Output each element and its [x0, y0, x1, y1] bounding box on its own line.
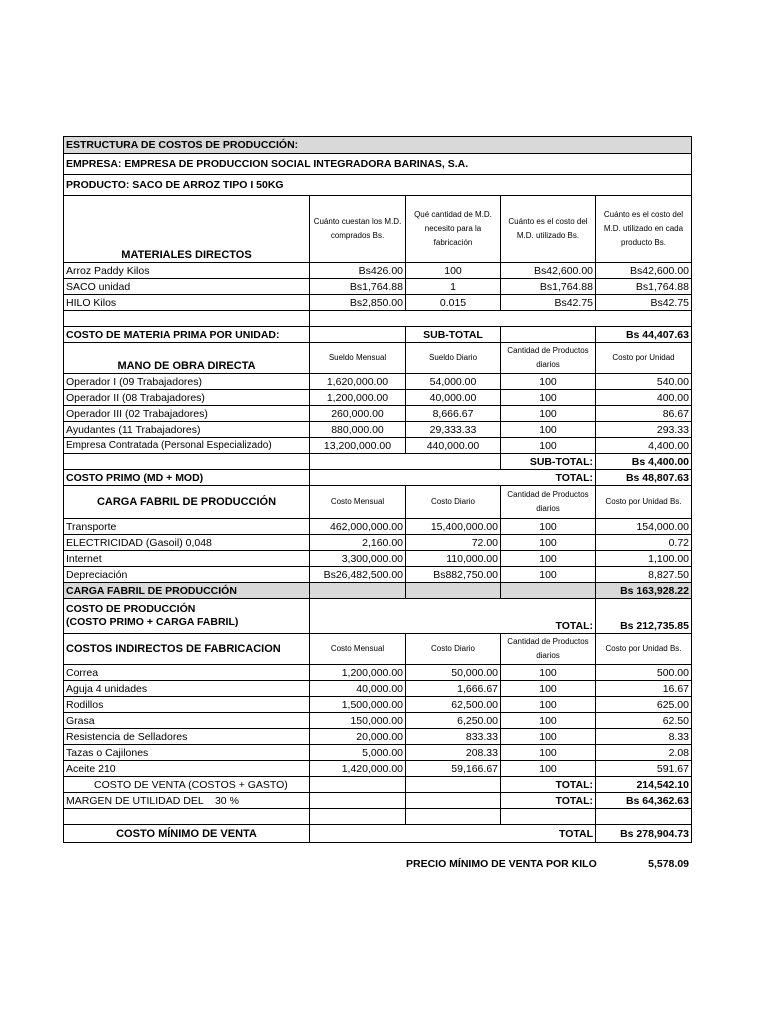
costo-venta-total-label: TOTAL:	[501, 777, 596, 793]
table-row: HILO Kilos Bs2,850.00 0.015 Bs42.75 Bs42.75	[64, 295, 692, 311]
carga-fabril-total-value: Bs 163,928.22	[596, 583, 692, 599]
costo-primo-total-label: TOTAL:	[310, 470, 596, 486]
table-row: Operador I (09 Trabajadores) 1,620,000.00 54,000.00 100 540.00	[64, 374, 692, 390]
mano-obra-title: MANO DE OBRA DIRECTA	[64, 343, 310, 374]
md-col-costo: Cuánto es el costo del M.D. utilizado Bs.	[501, 196, 596, 263]
cf-col-cantidad: Cantidad de Productos diarios	[501, 486, 596, 519]
costo-produccion-label	[64, 599, 310, 634]
table-row: Resistencia de Selladores 20,000.00 833.33 100 8.33	[64, 729, 692, 745]
table-row: Aguja 4 unidades 40,000.00 1,666.67 100 16.67	[64, 681, 692, 697]
margen-total-value: Bs 64,362.63	[596, 793, 692, 809]
empresa-line: EMPRESA: EMPRESA DE PRODUCCION SOCIAL INTEGRADORA BARINAS, S.A.	[64, 154, 692, 175]
table-row: Ayudantes (11 Trabajadores) 880,000.00 29,333.33 100 293.33	[64, 422, 692, 438]
costo-produccion-line2: (COSTO PRIMO + CARGA FABRIL)	[66, 616, 239, 628]
table-row: ELECTRICIDAD (Gasoil) 0,048 2,160.00 72.00 100 0.72	[64, 535, 692, 551]
costo-produccion-total-value: Bs 212,735.85	[596, 599, 692, 634]
costo-produccion-total-label: TOTAL:	[310, 599, 596, 634]
costo-minimo-total-label: TOTAL	[310, 825, 596, 843]
table-row: Internet 3,300,000.00 110,000.00 100 1,100.00	[64, 551, 692, 567]
table-row: Grasa 150,000.00 6,250.00 100 62.50	[64, 713, 692, 729]
table-row: Aceite 210 1,420,000.00 59,166.67 100 591.67	[64, 761, 692, 777]
producto-line: PRODUCTO: SACO DE ARROZ TIPO I 50KG	[64, 175, 692, 196]
table-row: Depreciación Bs26,482,500.00 Bs882,750.00 100 8,827.50	[64, 567, 692, 583]
ci-col-unidad: Costo por Unidad Bs.	[596, 634, 692, 665]
table-row: SACO unidad Bs1,764.88 1 Bs1,764.88 Bs1,764.88	[64, 279, 692, 295]
table-row: Empresa Contratada (Personal Especializado) 13,200,000.00 440,000.00 100 4,400.00	[64, 438, 692, 454]
cf-col-mensual: Costo Mensual	[310, 486, 406, 519]
mod-subtotal-label: SUB-TOTAL:	[501, 454, 596, 470]
costo-materia-prima-label: COSTO DE MATERIA PRIMA POR UNIDAD:	[64, 327, 310, 343]
costo-minimo-total-value: Bs 278,904.73	[596, 825, 692, 843]
md-col-precio: Cuánto cuestan los M.D. comprados Bs.	[310, 196, 406, 263]
ci-col-diario: Costo Diario	[406, 634, 501, 665]
md-col-cantidad: Qué cantidad de M.D. necesito para la fabricación	[406, 196, 501, 263]
costo-primo-total-value: Bs 48,807.63	[596, 470, 692, 486]
costo-minimo-label: COSTO MÍNIMO DE VENTA	[64, 825, 310, 843]
table-row: Arroz Paddy Kilos Bs426.00 100 Bs42,600.00 Bs42,600.00	[64, 263, 692, 279]
table-row: Transporte 462,000,000.00 15,400,000.00 100 154,000.00	[64, 519, 692, 535]
costo-venta-label: COSTO DE VENTA (COSTOS + GASTO)	[64, 777, 310, 793]
ci-col-cantidad: Cantidad de Productos diarios	[501, 634, 596, 665]
table-row: Operador III (02 Trabajadores) 260,000.00 8,666.67 100 86.67	[64, 406, 692, 422]
margen-label: MARGEN DE UTILIDAD DEL 30 %	[64, 793, 310, 809]
ci-col-mensual: Costo Mensual	[310, 634, 406, 665]
md-col-unidad: Cuánto es el costo del M.D. utilizado en cada producto Bs.	[596, 196, 692, 263]
estructura-title: ESTRUCTURA DE COSTOS DE PRODUCCIÓN:	[64, 137, 692, 154]
costo-venta-total-value: 214,542.10	[596, 777, 692, 793]
costo-produccion-line1: COSTO DE PRODUCCIÓN	[66, 603, 196, 615]
precio-minimo-value: 5,578.09	[648, 858, 689, 870]
cf-col-unidad: Costo por Unidad Bs.	[596, 486, 692, 519]
mod-col-unidad: Costo por Unidad	[596, 343, 692, 374]
md-subtotal-label: SUB-TOTAL	[406, 327, 501, 343]
margen-total-label: TOTAL:	[501, 793, 596, 809]
precio-minimo-label: PRECIO MÍNIMO DE VENTA POR KILO	[406, 858, 597, 870]
mod-col-mensual: Sueldo Mensual	[310, 343, 406, 374]
cf-col-diario: Costo Diario	[406, 486, 501, 519]
table-row: Correa 1,200,000.00 50,000.00 100 500.00	[64, 665, 692, 681]
carga-fabril-title: CARGA FABRIL DE PRODUCCIÓN	[64, 486, 310, 519]
cost-structure-table	[63, 136, 692, 843]
mod-col-diario: Sueldo Diario	[406, 343, 501, 374]
costo-primo-label: COSTO PRIMO (MD + MOD)	[64, 470, 310, 486]
mod-col-cantidad: Cantidad de Productos diarios	[501, 343, 596, 374]
materiales-title: MATERIALES DIRECTOS	[64, 196, 310, 263]
table-row: Operador II (08 Trabajadores) 1,200,000.00 40,000.00 100 400.00	[64, 390, 692, 406]
mod-subtotal-value: Bs 4,400.00	[596, 454, 692, 470]
table-row: Rodillos 1,500,000.00 62,500.00 100 625.00	[64, 697, 692, 713]
md-subtotal-value: Bs 44,407.63	[596, 327, 692, 343]
table-row: Tazas o Cajilones 5,000.00 208.33 100 2.08	[64, 745, 692, 761]
carga-fabril-total-label: CARGA FABRIL DE PRODUCCIÓN	[64, 583, 310, 599]
indirectos-title: COSTOS INDIRECTOS DE FABRICACION	[64, 634, 310, 665]
precio-minimo-footer	[63, 858, 691, 874]
